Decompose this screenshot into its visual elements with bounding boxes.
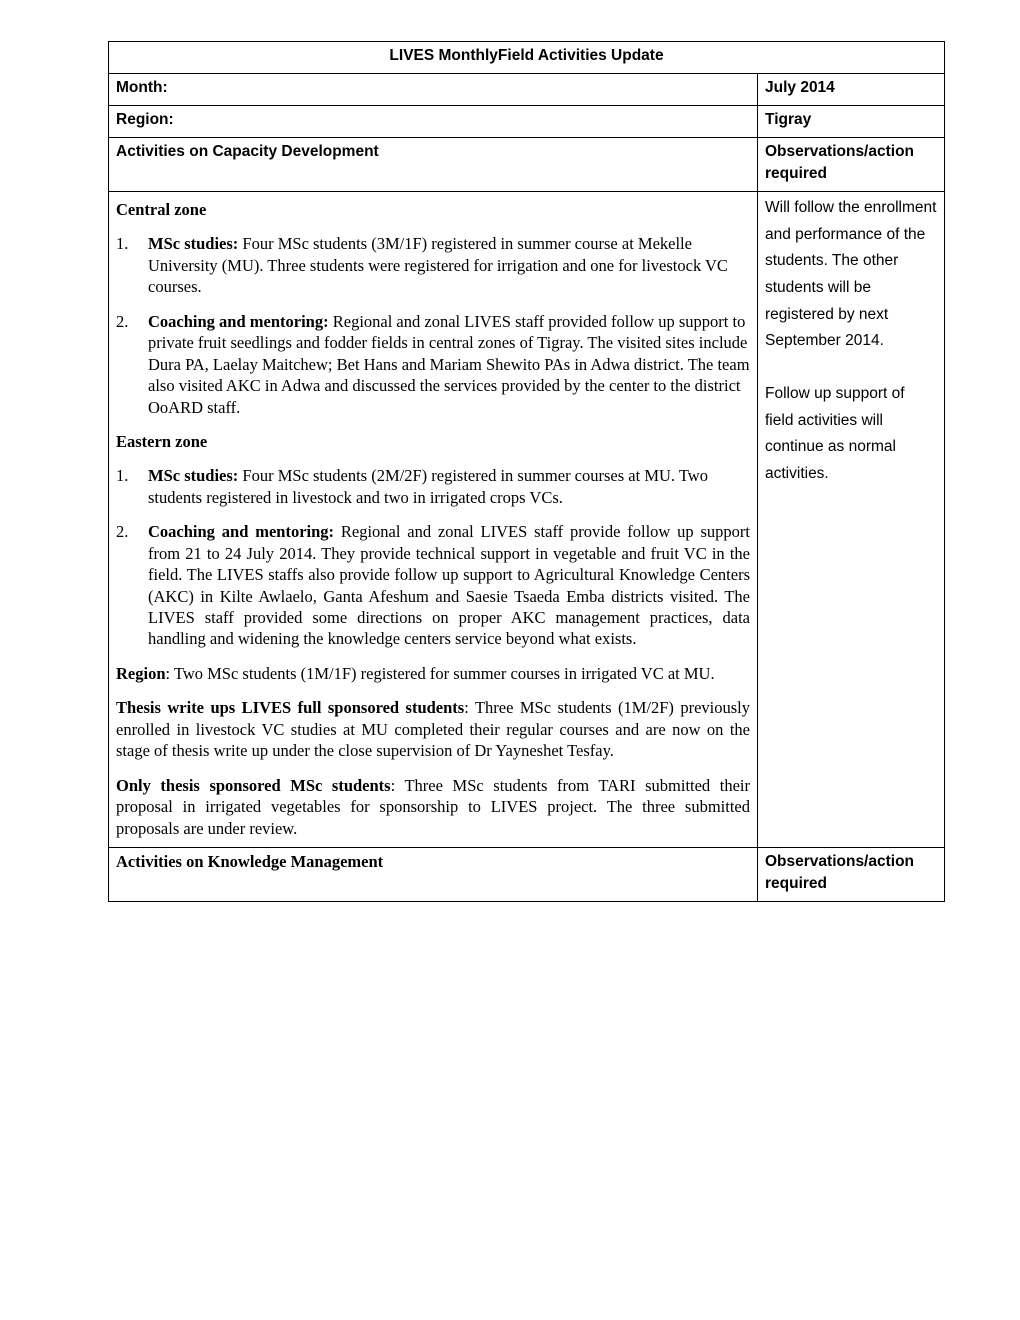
list-item-text <box>148 521 750 650</box>
only-thesis-sponsored-paragraph <box>116 775 750 839</box>
activities-update-table <box>108 41 945 902</box>
list-item-number: 2. <box>116 522 129 542</box>
list-item-body: Four MSc students (2M/2F) registered in summer courses at MU. Two students registered in livestock and two in irrigated crops VCs. <box>148 466 708 507</box>
knowledge-management-header: Activities on Knowledge Management <box>109 847 758 901</box>
list-item-lead: MSc studies: <box>148 466 239 486</box>
only-thesis-sponsored-lead: Only thesis sponsored MSc students <box>116 775 391 795</box>
region-paragraph-body: : Two MSc students (1M/1F) registered for summer courses in irrigated VC at MU. <box>165 663 715 683</box>
table-row-region <box>109 106 945 138</box>
eastern-zone-list <box>116 465 750 650</box>
thesis-write-ups-body: : Three MSc students (1M/2F) previously enrolled in livestock VC studies at MU completed their regular courses and are now on the stage of thesis write up under the close supervision of Dr Yayneshet Tesfay. <box>116 698 750 761</box>
observation-paragraph: Will follow the enrollment and performance of the students. The other students will be registered by next September 2014. <box>765 199 937 350</box>
central-zone-list <box>116 233 750 418</box>
month-value: July 2014 <box>758 74 945 106</box>
table-row-knowledge-header <box>109 847 945 901</box>
thesis-write-ups-lead: Thesis write ups LIVES full sponsored students <box>116 698 465 718</box>
list-item-body: Four MSc students (3M/1F) registered in summer course at Mekelle University (MU). Three students were registered for irrigation and one for livestock VC courses. <box>148 234 728 297</box>
list-item-text <box>148 465 750 508</box>
capacity-observations-content <box>758 192 945 848</box>
region-paragraph <box>116 663 750 684</box>
table-row-capacity-header <box>109 138 945 192</box>
central-zone-heading: Central zone <box>116 200 207 219</box>
only-thesis-sponsored-body: : Three MSc students from TARI submitted their proposal in irrigated vegetables for sponsorship to LIVES project. The three submitted proposals are under review. <box>116 775 751 838</box>
list-item <box>116 521 750 650</box>
eastern-zone-heading: Eastern zone <box>116 431 208 451</box>
table-row-month <box>109 74 945 106</box>
list-item-number: 2. <box>116 311 129 331</box>
document-title: LIVES MonthlyField Activities Update <box>109 42 945 74</box>
list-item-body: Regional and zonal LIVES staff provide follow up support from 21 to 24 July 2014. They provide technical support in vegetable and fruit VC in the field. The LIVES staffs also provide follow up support to Agricultural Knowledge Centers (AKC) in Kilte Awlaelo, Ganta Afeshum and Saesie Tsaeda Emba districts visited. The LIVES staff provided some directions on proper AKC management practices, data handling and widening the knowledge centers service beyond what exists. <box>148 522 750 649</box>
observation-paragraph: Follow up support of field activities will continue as normal activities. <box>765 384 905 482</box>
list-item-number: 1. <box>116 234 129 254</box>
capacity-development-header: Activities on Capacity Development <box>109 138 758 192</box>
list-item-number: 1. <box>116 466 129 486</box>
list-item <box>116 465 750 508</box>
month-label: Month: <box>109 74 758 106</box>
table-row-title <box>109 42 945 74</box>
list-item-lead: Coaching and mentoring: <box>148 522 335 542</box>
list-item-text <box>148 233 750 297</box>
list-item <box>116 233 750 297</box>
region-paragraph-lead: Region <box>116 663 166 683</box>
observations-header-capacity: Observations/action required <box>758 138 945 192</box>
observations-header-knowledge: Observations/action required <box>758 847 945 901</box>
list-item-lead: MSc studies: <box>148 234 239 254</box>
thesis-write-ups-paragraph <box>116 697 750 761</box>
region-value: Tigray <box>758 106 945 138</box>
region-label: Region: <box>109 106 758 138</box>
list-item-lead: Coaching and mentoring: <box>148 311 329 331</box>
list-item-text <box>148 311 750 418</box>
capacity-development-content <box>109 192 758 848</box>
list-item-body: Regional and zonal LIVES staff provided follow up support to private fruit seedlings and fodder fields in central zones of Tigray. The visited sites include Dura PA, Laelay Maitchew; Bet Hans and Mariam Shewito PAs in Adwa district. The team also visited AKC in Adwa and discussed the services provided by the center to the district OoARD staff. <box>148 311 750 417</box>
table-row-capacity-body <box>109 192 945 848</box>
list-item <box>116 311 750 418</box>
